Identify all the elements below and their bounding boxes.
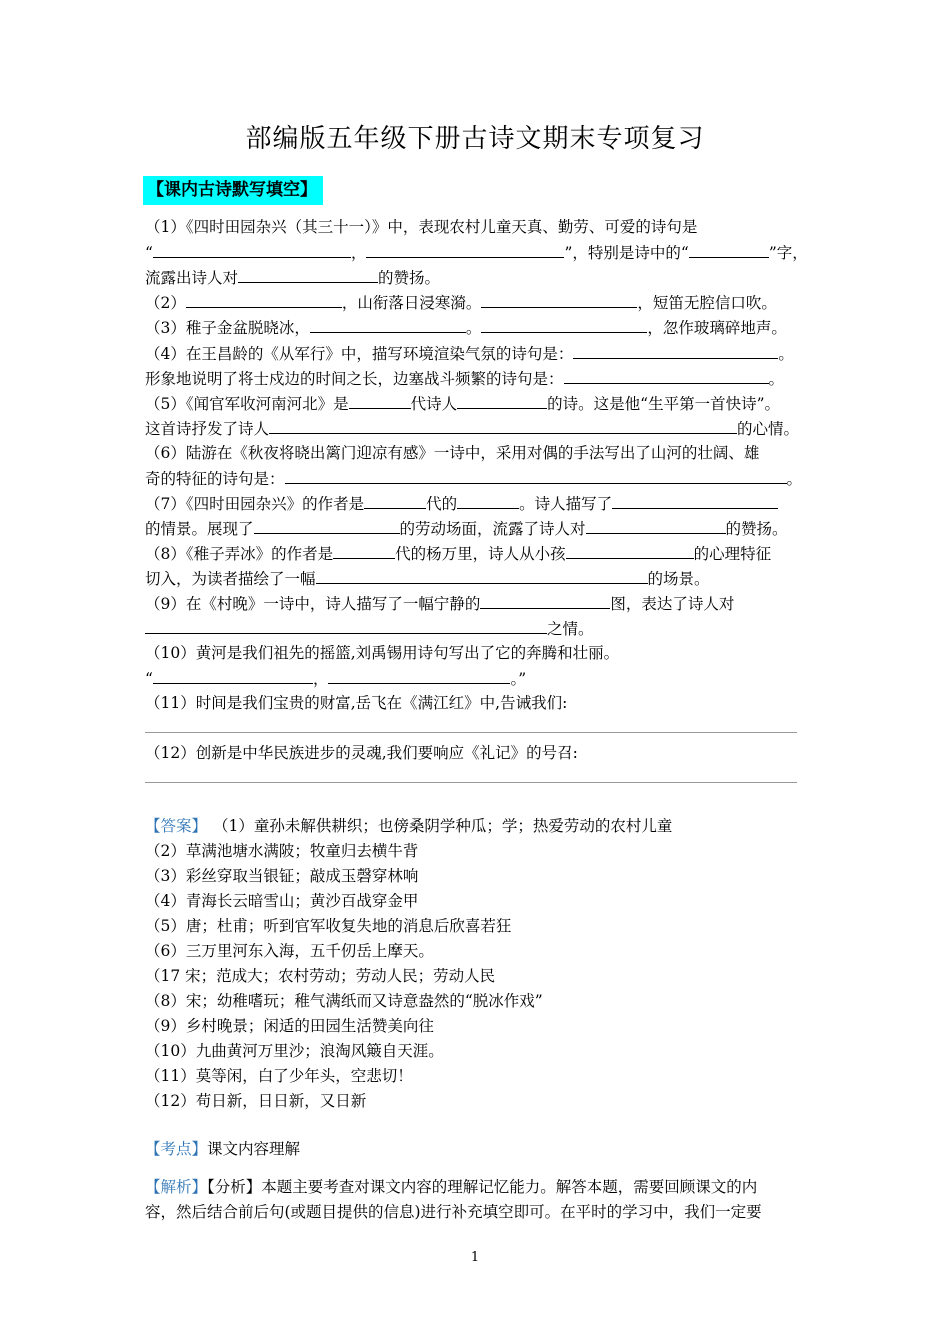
blank[interactable] xyxy=(366,241,564,258)
blank[interactable] xyxy=(316,567,648,584)
answer-label: 【答案】 xyxy=(145,817,208,835)
blank[interactable] xyxy=(285,467,787,484)
answer-line-1: 【答案】 （1）童孙未解供耕织；也傍桑阴学种瓜；学；热爱劳动的农村儿童 xyxy=(145,817,673,835)
blank[interactable] xyxy=(566,542,694,559)
answer-line-10: （10）九曲黄河万里沙；浪淘风簸自天涯。 xyxy=(145,1042,444,1060)
answer-line-3: （3）彩丝穿取当银钲；敲成玉磬穿林响 xyxy=(145,867,419,885)
jiexi-line-1: 【解析】【分析】本题主要考查对课文内容的理解记忆能力。解答本题，需要回顾课文的内 xyxy=(145,1178,758,1196)
question-5-line-1: （5）《闻官军收河南河北》是 代诗人 的诗。这是他“生平第一首快诗”。 xyxy=(145,392,810,415)
blank[interactable] xyxy=(457,492,519,509)
blank[interactable] xyxy=(364,492,426,509)
blank[interactable] xyxy=(254,517,400,534)
blank[interactable] xyxy=(457,392,547,409)
question-3: （3）稚子金盆脱晓冰， 。 ，忽作玻璃碎地声。 xyxy=(145,316,810,339)
blank[interactable] xyxy=(612,492,778,509)
blank[interactable] xyxy=(573,342,778,359)
answer-line-9: （9）乡村晚景；闲适的田园生活赞美向往 xyxy=(145,1017,434,1035)
blank[interactable] xyxy=(153,241,351,258)
kaodian-line: 【考点】课文内容理解 xyxy=(145,1140,301,1158)
blank[interactable] xyxy=(564,367,769,384)
question-7-line-1: （7）《四时田园杂兴》的作者是 代的 。诗人描写了 xyxy=(145,492,810,515)
question-5-line-2: 这首诗抒发了诗人 的心情。 xyxy=(145,417,810,440)
kaodian-label: 【考点】 xyxy=(145,1140,208,1158)
question-10-line-1: （10）黄河是我们祖先的摇篮,刘禹锡用诗句写出了它的奔腾和壮丽。 xyxy=(145,644,620,662)
answer-line-5: （5）唐；杜甫；听到官军收复失地的消息后欣喜若狂 xyxy=(145,917,512,935)
question-9-line-2: 之情。 xyxy=(145,617,810,640)
blank[interactable] xyxy=(269,417,737,434)
blank[interactable] xyxy=(186,291,342,308)
blank[interactable] xyxy=(145,617,547,634)
blank[interactable] xyxy=(310,316,466,333)
blank[interactable] xyxy=(481,316,647,333)
question-8-line-2: 切入，为读者描绘了一幅 的场景。 xyxy=(145,567,810,590)
question-6-line-2: 奇的特征的诗句是： 。 xyxy=(145,467,810,490)
blank[interactable] xyxy=(328,667,510,684)
blank[interactable] xyxy=(153,667,313,684)
answer-line-11: （11）莫等闲，白了少年头，空悲切！ xyxy=(145,1067,413,1085)
answer-line[interactable] xyxy=(145,732,797,733)
question-7-line-2: 的情景。展现了 的劳动场面，流露了诗人对 的赞扬。 xyxy=(145,517,810,540)
answer-line-7: （17 宋；范成大；农村劳动；劳动人民；劳动人民 xyxy=(145,967,496,985)
answer-line-8: （8）宋；幼稚嗜玩；稚气满纸而又诗意盎然的“脱冰作戏” xyxy=(145,992,543,1010)
question-1-line-1: （1）《四时田园杂兴（其三十一）》中，表现农村儿童天真、勤劳、可爱的诗句是 xyxy=(145,218,698,236)
blank[interactable] xyxy=(333,542,395,559)
page-title: 部编版五年级下册古诗文期末专项复习 xyxy=(245,124,705,154)
answer-line-2: （2）草满池塘水满陂；牧童归去横牛背 xyxy=(145,842,419,860)
page-number: 1 xyxy=(470,1250,480,1265)
question-9-line-1: （9）在《村晚》一诗中，诗人描写了一幅宁静的 图，表达了诗人对 xyxy=(145,592,810,615)
blank[interactable] xyxy=(689,241,769,258)
question-2: （2） ，山衔落日浸寒漪。 ，短笛无腔信口吹。 xyxy=(145,291,810,314)
jiexi-line-2: 容，然后结合前后句(或题目提供的信息)进行补充填空即可。在平时的学习中，我们一定要 xyxy=(145,1203,762,1221)
section-heading: 【课内古诗默写填空】 xyxy=(143,176,323,205)
question-8-line-1: （8）《稚子弄冰》的作者是 代的杨万里，诗人从小孩 的心理特征 xyxy=(145,542,810,565)
blank[interactable] xyxy=(238,266,378,283)
question-1-line-3: 流露出诗人对 的赞扬。 xyxy=(145,266,810,289)
blank[interactable] xyxy=(480,592,610,609)
question-12: （12）创新是中华民族进步的灵魂,我们要响应《礼记》的号召: xyxy=(145,744,578,762)
answer-line-12: （12）苟日新，日日新，又日新 xyxy=(145,1092,367,1110)
answer-line-4: （4）青海长云暗雪山；黄沙百战穿金甲 xyxy=(145,892,419,910)
answer-line-6: （6）三万里河东入海，五千仞岳上摩天。 xyxy=(145,942,434,960)
jiexi-label: 【解析】 xyxy=(145,1178,208,1196)
question-11: （11）时间是我们宝贵的财富,岳飞在《满江红》中,告诫我们: xyxy=(145,694,568,712)
answer-line[interactable] xyxy=(145,782,797,783)
question-4-line-1: （4）在王昌龄的《从军行》中，描写环境渲染气氛的诗句是： 。 xyxy=(145,342,810,365)
question-6-line-1: （6）陆游在《秋夜将晓出篱门迎凉有感》一诗中，采用对偶的手法写出了山河的壮阔、雄 xyxy=(145,444,760,462)
question-4-line-2: 形象地说明了将士戍边的时间之长，边塞战斗频繁的诗句是： 。 xyxy=(145,367,810,390)
blank[interactable] xyxy=(586,517,726,534)
blank[interactable] xyxy=(481,291,637,308)
blank[interactable] xyxy=(349,392,411,409)
question-10-line-2: “ ， 。” xyxy=(145,667,810,690)
question-1-line-2: “ ， ”，特别是诗中的“ ”字， xyxy=(145,241,810,264)
